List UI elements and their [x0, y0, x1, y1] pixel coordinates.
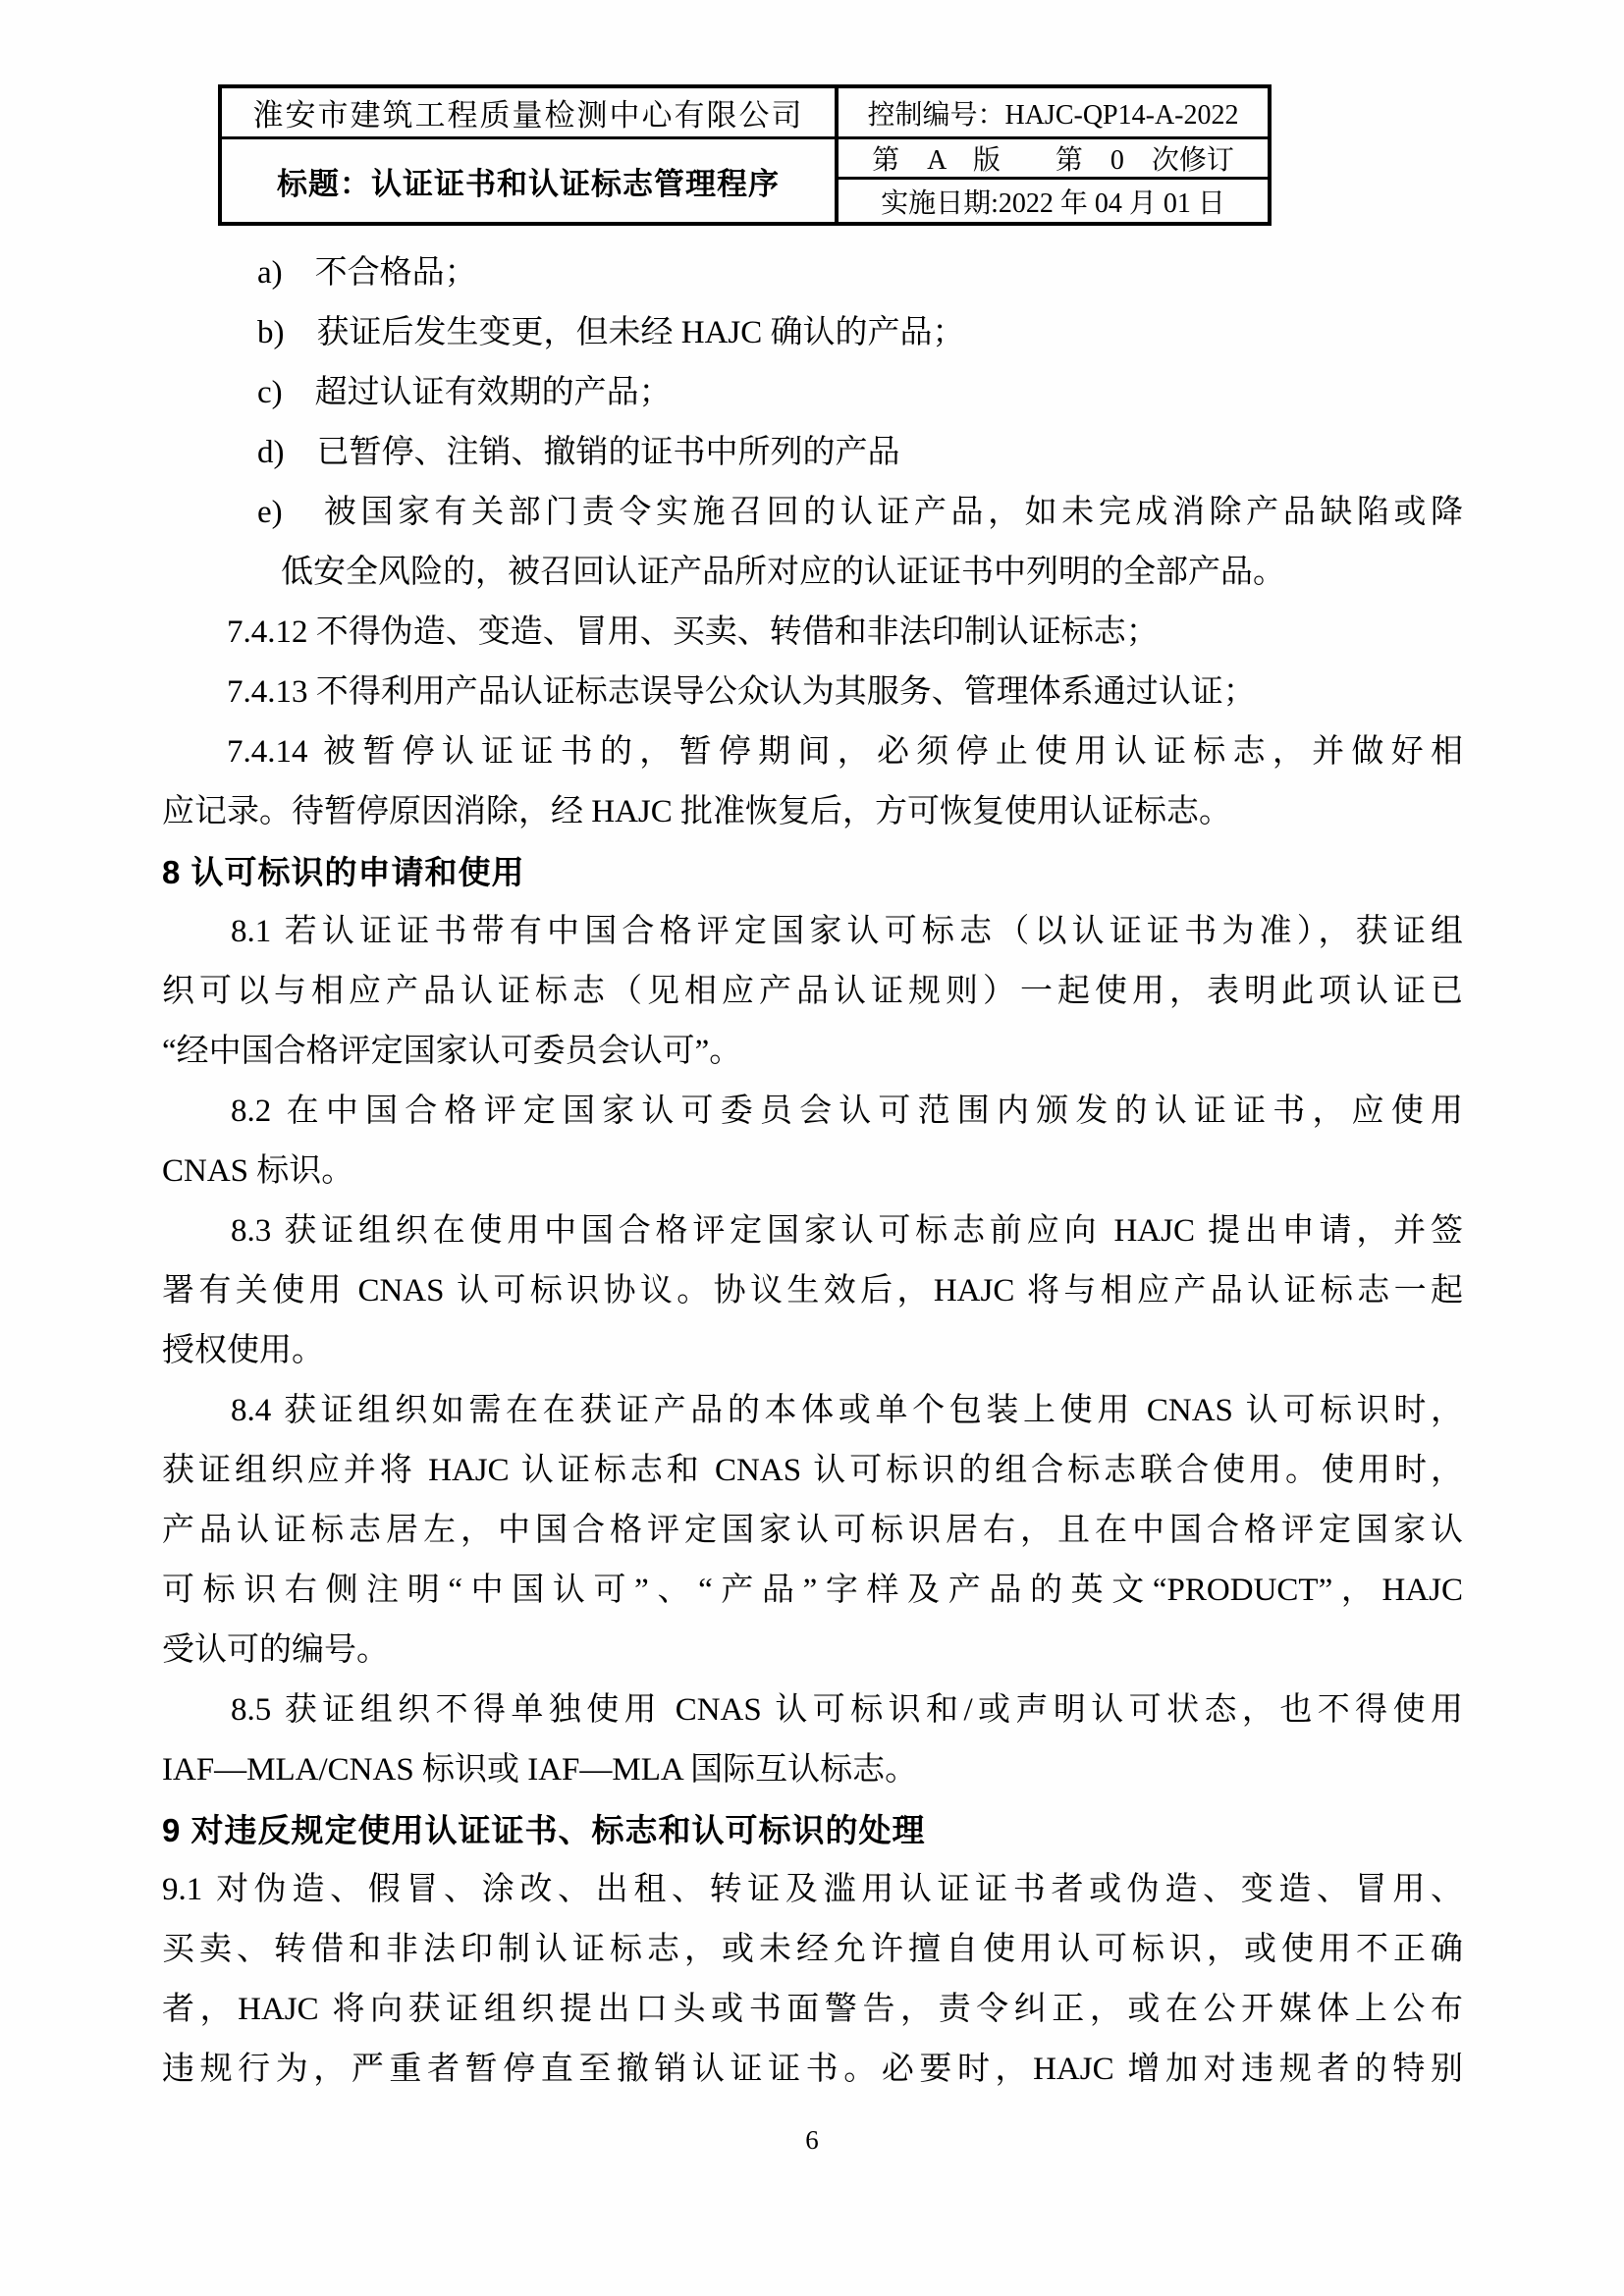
body-line: 8.1 若认证证书带有中国合格评定国家认可标志（以认证证书为准），获证组 — [231, 914, 1463, 949]
body-line: 买卖、转借和非法印制认证标志，或未经允许擅自使用认可标识，或使用不正确 — [162, 1932, 1463, 1967]
body-line: 织可以与相应产品认证标志（见相应产品认证规则）一起使用，表明此项认证已 — [162, 974, 1463, 1009]
body-line: 者，HAJC 将向获证组织提出口头或书面警告，责令纠正，或在公开媒体上公布 — [162, 1992, 1463, 2027]
header-table — [218, 84, 1272, 226]
header-right-column — [839, 88, 1268, 222]
doc-title: 标题：认证证书和认证标志管理程序 — [277, 166, 780, 201]
body-line: 产品认证标志居左，中国合格评定国家认可标识居右，且在中国合格评定国家认 — [162, 1513, 1463, 1548]
header-left-column — [222, 88, 839, 222]
body-line: IAF—MLA/CNAS 标识或 IAF—MLA 国际互认标志。 — [162, 1752, 918, 1788]
body-line: a) 不合格品； — [257, 255, 477, 291]
body-line: 8.3 获证组织在使用中国合格评定国家认可标志前应向 HAJC 提出申请，并签 — [231, 1213, 1463, 1249]
body-line: d) 已暂停、注销、撤销的证书中所列的产品 — [257, 435, 900, 470]
body-line: 可标识右侧注明“中国认可”、“产品”字样及产品的英文“PRODUCT”，HAJC — [162, 1573, 1463, 1608]
body-line: 7.4.13 不得利用产品认证标志误导公众认为其服务、管理体系通过认证； — [227, 674, 1256, 710]
body-line: 8.4 获证组织如需在在获证产品的本体或单个包装上使用 CNAS 认可标识时， — [231, 1393, 1463, 1428]
company-name: 淮安市建筑工程质量检测中心有限公司 — [222, 88, 835, 139]
body-line: 署有关使用 CNAS 认可标识协议。协议生效后，HAJC 将与相应产品认证标志一起 — [162, 1273, 1463, 1308]
body-line: 获证组织应并将 HAJC 认证标志和 CNAS 认可标识的组合标志联合使用。使用时， — [162, 1453, 1463, 1488]
body-line: 9.1 对伪造、假冒、涂改、出租、转证及滥用认证证书者或伪造、变造、冒用、 — [162, 1872, 1463, 1907]
body-line: 9 对违反规定使用认证证书、标志和认可标识的处理 — [162, 1812, 926, 1848]
body-line: 7.4.12 不得伪造、变造、冒用、买卖、转借和非法印制认证标志； — [227, 614, 1159, 650]
body-line: “经中国合格评定国家认可委员会认可”。 — [162, 1034, 742, 1069]
implementation-date: 实施日期:2022 年 04 月 01 日 — [881, 187, 1225, 219]
body-line: 7.4.14 被暂停认证证书的，暂停期间，必须停止使用认证标志，并做好相 — [227, 734, 1463, 770]
body-line: 应记录。待暂停原因消除，经 HAJC 批准恢复后，方可恢复使用认证标志。 — [162, 794, 1232, 829]
body-line: 违规行为，严重者暂停直至撤销认证证书。必要时，HAJC 增加对违规者的特别 — [162, 2052, 1463, 2087]
body-line: 8.5 获证组织不得单独使用 CNAS 认可标识和/或声明认可状态，也不得使用 — [231, 1692, 1463, 1728]
version-revision: 第 A 版 第 0 次修订 — [839, 139, 1268, 180]
document-body — [162, 243, 1463, 2100]
body-line: c) 超过认证有效期的产品； — [257, 375, 672, 410]
body-line: 受认可的编号。 — [162, 1632, 389, 1668]
page-number: 6 — [805, 2125, 819, 2155]
body-line: b) 获证后发生变更，但未经 HAJC 确认的产品； — [257, 315, 965, 350]
body-line: 授权使用。 — [162, 1333, 324, 1368]
body-line: 低安全风险的，被召回认证产品所对应的认证证书中列明的全部产品。 — [281, 555, 1285, 590]
control-number: 控制编号：HAJC-QP14-A-2022 — [839, 88, 1268, 139]
body-line: e) 被国家有关部门责令实施召回的认证产品，如未完成消除产品缺陷或降 — [257, 495, 1463, 530]
body-line: 8.2 在中国合格评定国家认可委员会认可范围内颁发的认证证书，应使用 — [231, 1094, 1463, 1129]
body-line: CNAS 标识。 — [162, 1153, 354, 1189]
body-line: 8 认可标识的申请和使用 — [162, 854, 525, 890]
